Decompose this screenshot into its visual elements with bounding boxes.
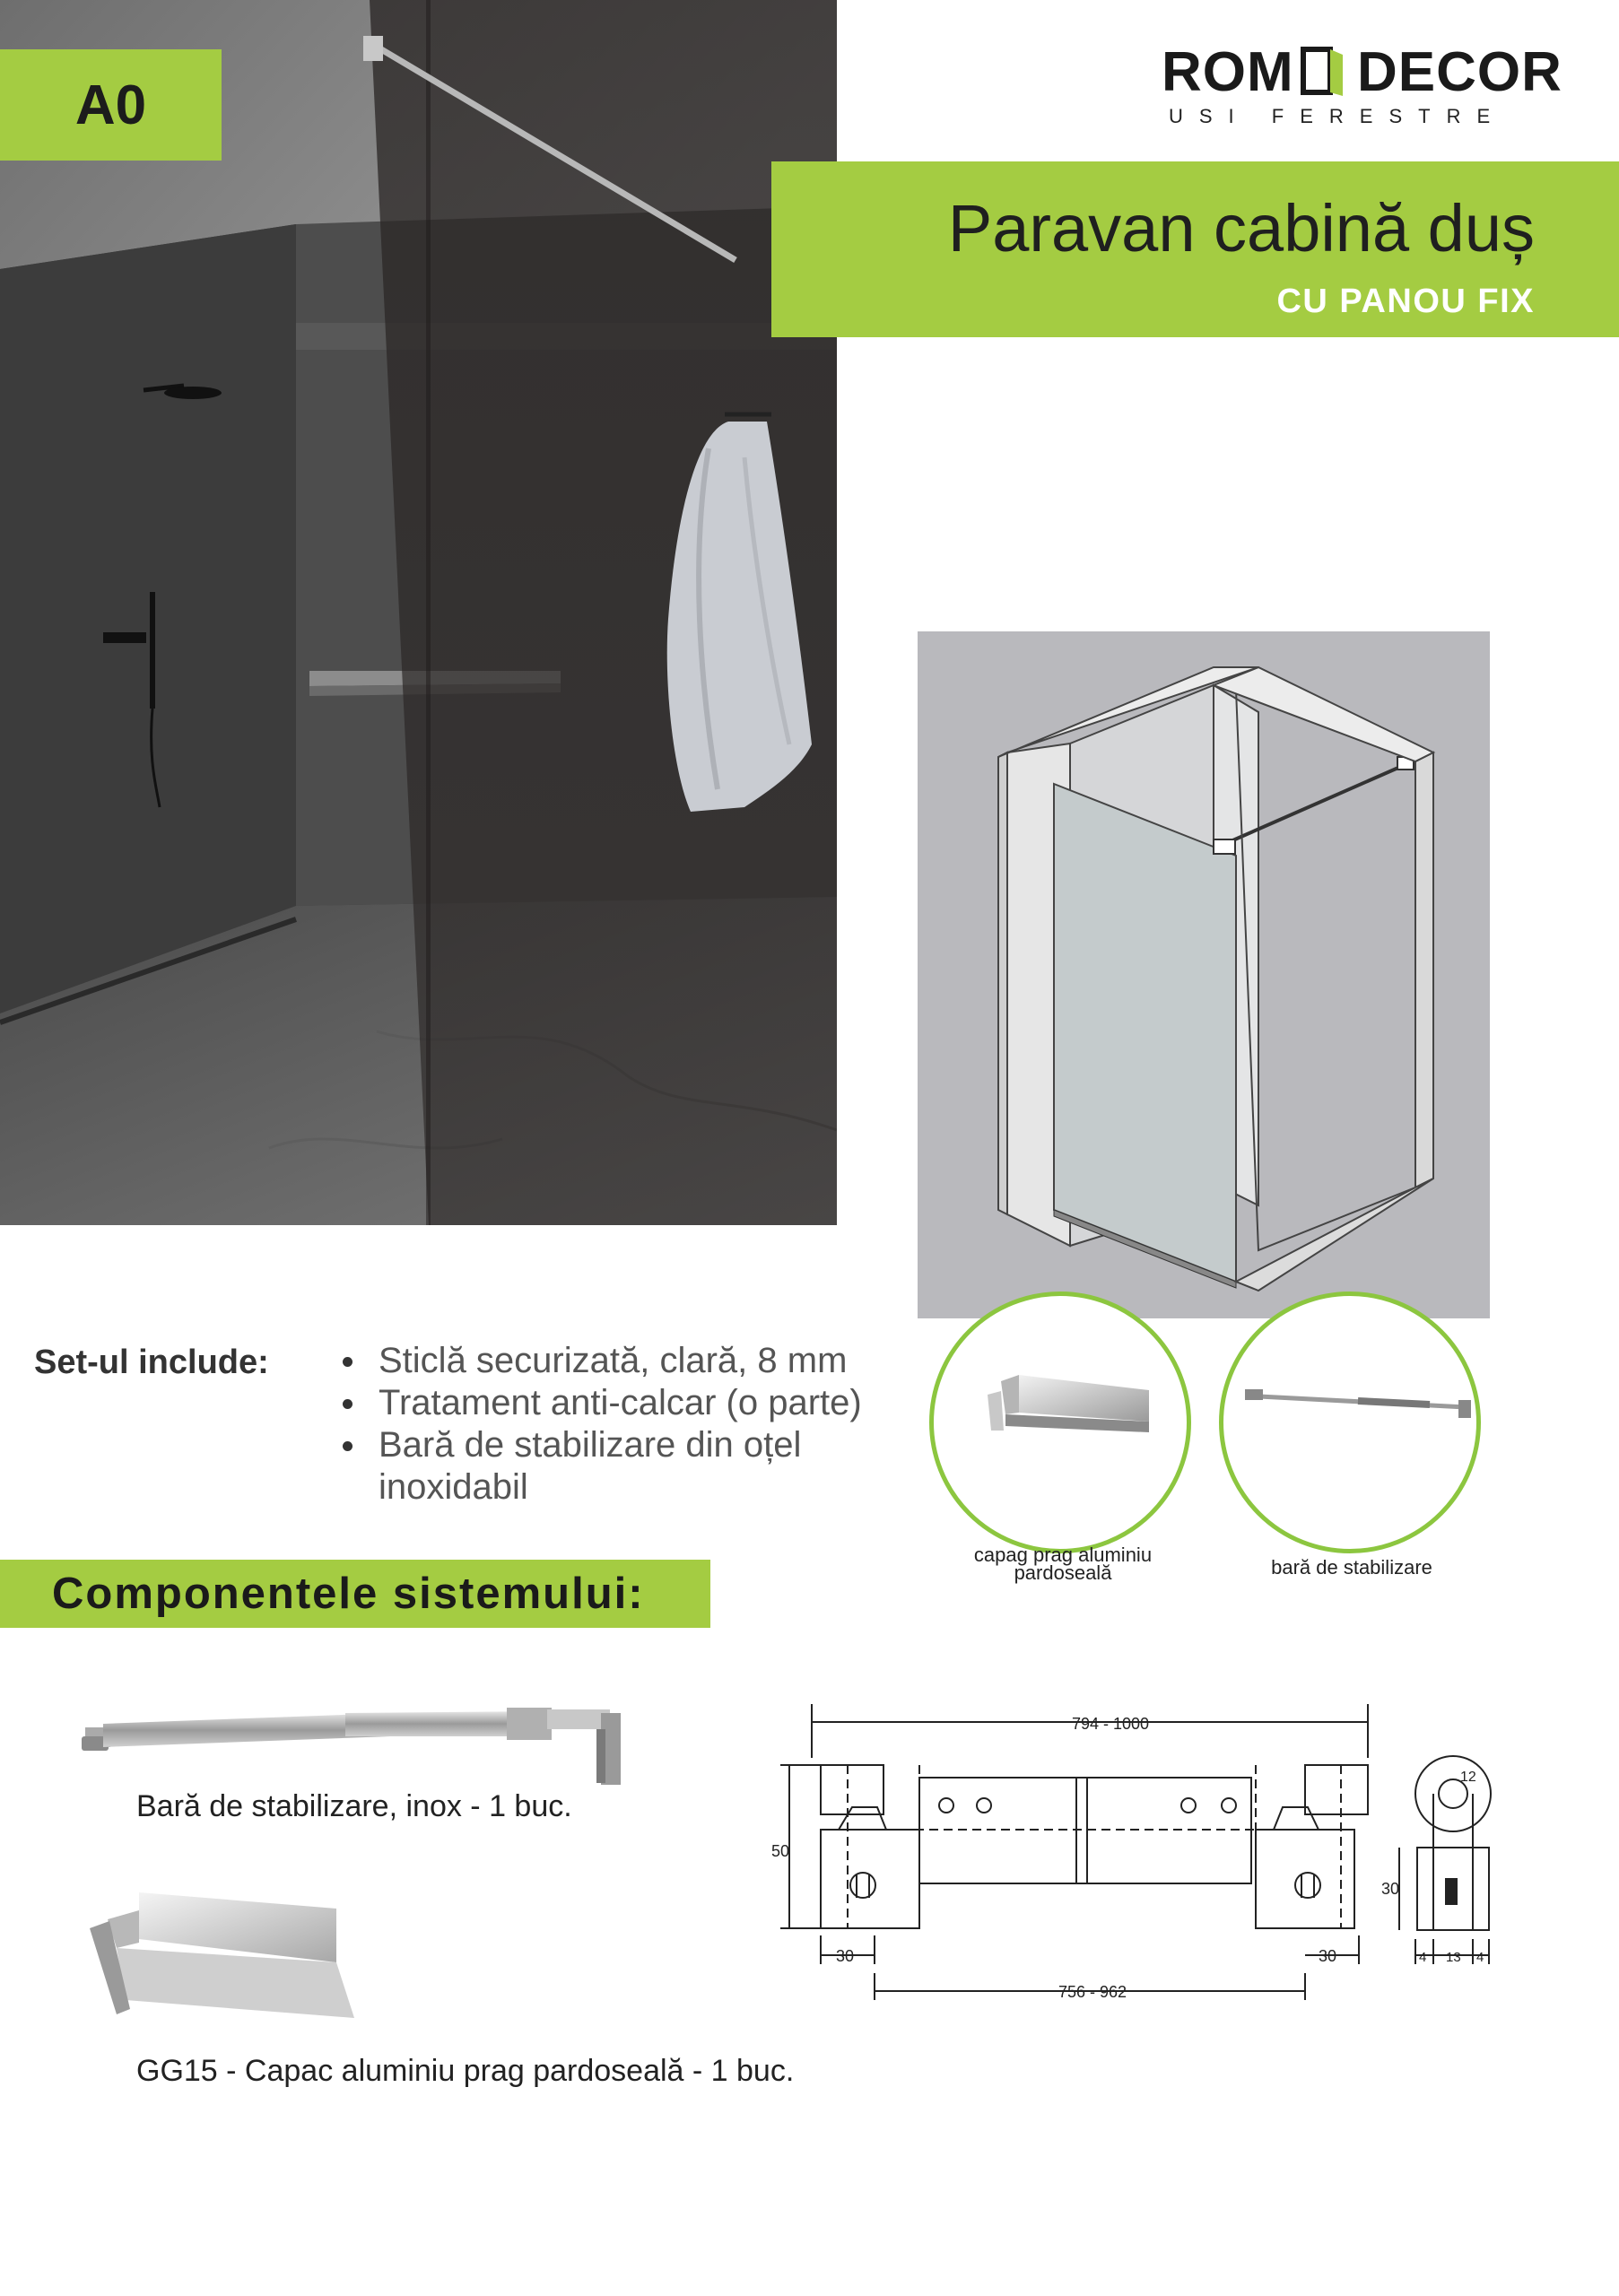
threshold-cap-circle (929, 1292, 1191, 1553)
threshold-cap-caption: capag prag aluminiu pardoseală (973, 1544, 1153, 1584)
page-subtitle: CU PANOU FIX (1276, 283, 1535, 320)
side-a: 4 (1419, 1950, 1427, 1965)
list-item: Sticlă securizată, clară, 8 mm (339, 1340, 913, 1382)
product-code: A0 (74, 74, 147, 136)
threshold-cap-image (90, 1892, 359, 2018)
side-height: 30 (1381, 1880, 1400, 1898)
logo-tagline: USI FERESTRE (1169, 105, 1507, 127)
brand-logo (1162, 40, 1562, 135)
bullet-icon (343, 1399, 353, 1409)
dim-inner: 756 - 962 (1058, 1983, 1127, 2001)
logo-word-right: DECOR (1357, 41, 1562, 103)
title-box (771, 161, 1619, 337)
components-heading-bar (0, 1560, 710, 1628)
dim-total: 794 - 1000 (1072, 1715, 1150, 1733)
stabilizer-bar-circle (1219, 1292, 1481, 1553)
technical-drawing (771, 1695, 1507, 2018)
set-include-list (339, 1340, 913, 1509)
stabilizer-bar-image (76, 1695, 640, 1794)
stabilizer-bar-caption: bară de stabilizare (1271, 1556, 1432, 1578)
list-item: Bară de stabilizare din oțel inoxidabil (339, 1424, 913, 1509)
side-c: 4 (1476, 1950, 1484, 1965)
page-title: Paravan cabină duș (947, 191, 1535, 265)
list-item: Tratament anti-calcar (o parte) (339, 1382, 913, 1424)
bullet-icon (343, 1357, 353, 1367)
threshold-cap-label: GG15 - Capac aluminiu prag pardoseală - 1 buc. (136, 2054, 795, 2088)
product-code-badge (0, 49, 222, 161)
dim-left: 30 (836, 1947, 855, 1965)
door-icon (1298, 46, 1348, 96)
dim-right: 30 (1319, 1947, 1337, 1965)
side-b: 13 (1446, 1950, 1461, 1965)
set-include-label: Set-ul include: (34, 1344, 269, 1381)
components-title: Componentele sistemului: (52, 1570, 645, 1618)
stabilizer-bar-label: Bară de stabilizare, inox - 1 buc. (136, 1789, 572, 1823)
isometric-drawing (918, 631, 1490, 1318)
side-diameter: 12 (1460, 1770, 1476, 1785)
dim-height: 50 (771, 1842, 790, 1860)
bullet-icon (343, 1441, 353, 1451)
logo-word-left: ROM (1162, 41, 1294, 103)
hero-photo (0, 0, 837, 1225)
